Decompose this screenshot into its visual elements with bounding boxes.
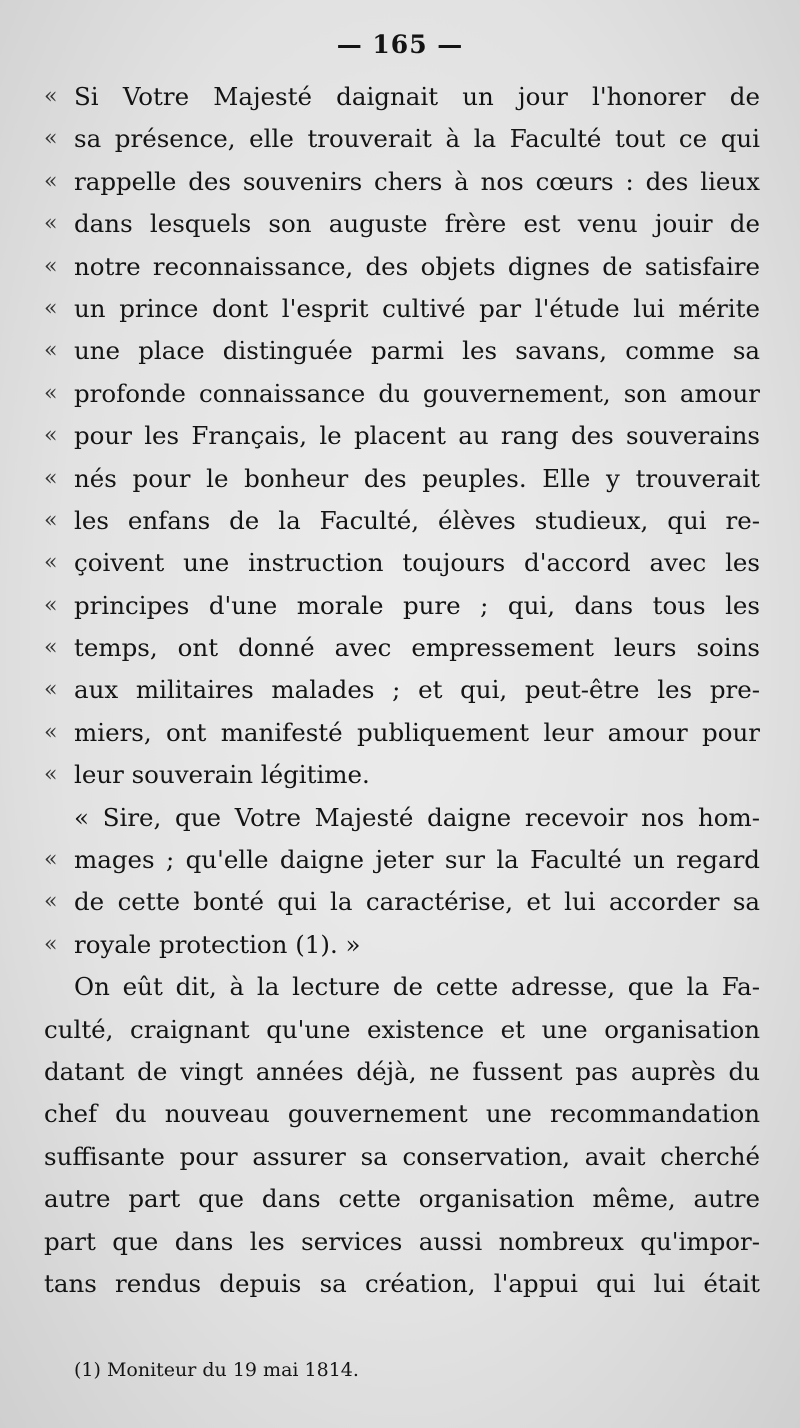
footnote: (1) Moniteur du 19 mai 1814. xyxy=(74,1359,359,1381)
text-line: « profonde connaissance du gouvernement, son amour xyxy=(44,373,760,415)
quote-mark: « xyxy=(44,253,58,279)
quote-mark: « xyxy=(44,211,58,237)
text-line: « leur souverain légitime. xyxy=(44,754,760,796)
quote-mark: « xyxy=(44,677,58,703)
text-line: « miers, ont manifesté publiquement leur amour pour xyxy=(44,712,760,754)
text-line: On eût dit, à la lecture de cette adresse, que la Fa- xyxy=(74,972,760,1002)
page-number: — 165 — xyxy=(336,30,464,59)
text-line: « dans lesquels son auguste frère est venu jouir de xyxy=(44,203,760,245)
text-line: autre part que dans cette organisation même, autre xyxy=(44,1184,760,1214)
text-line: « notre reconnaissance, des objets dignes de satisfaire xyxy=(44,246,760,288)
quote-mark: « xyxy=(44,931,58,957)
quote-mark: « xyxy=(44,295,58,321)
quote-mark: « xyxy=(44,847,58,873)
text-line: culté, craignant qu'une existence et une organisation xyxy=(44,1014,760,1044)
text-line: « pour les Français, le placent au rang des souverains xyxy=(44,415,760,457)
quote-mark: « xyxy=(44,423,58,449)
text-line: « de cette bonté qui la caractérise, et lui accorder sa xyxy=(44,881,760,923)
text-line: « un prince dont l'esprit cultivé par l'étude lui mérite xyxy=(44,288,760,330)
text-line: « Sire, que Votre Majesté daigne recevoir nos hom- xyxy=(74,802,760,832)
quote-mark: « xyxy=(44,719,58,745)
text-line: « çoivent une instruction toujours d'accord avec les xyxy=(44,542,760,584)
text-line: « principes d'une morale pure ; qui, dans tous les xyxy=(44,585,760,627)
page-text xyxy=(44,76,760,1305)
quote-mark: « xyxy=(44,507,58,533)
quote-mark: « xyxy=(44,338,58,364)
quote-mark: « xyxy=(44,762,58,788)
text-line: « les enfans de la Faculté, élèves studieux, qui re- xyxy=(44,500,760,542)
quote-mark: « xyxy=(44,168,58,194)
quote-mark: « xyxy=(44,889,58,915)
text-line: « sa présence, elle trouverait à la Faculté tout ce qui xyxy=(44,118,760,160)
text-line: « nés pour le bonheur des peuples. Elle y trouverait xyxy=(44,458,760,500)
text-line: « mages ; qu'elle daigne jeter sur la Faculté un regard xyxy=(44,839,760,881)
text-line: part que dans les services aussi nombreux qu'impor- xyxy=(44,1226,760,1256)
text-line: « rappelle des souvenirs chers à nos cœurs : des lieux xyxy=(44,161,760,203)
text-line: tans rendus depuis sa création, l'appui qui lui était xyxy=(44,1268,760,1298)
quote-mark: « xyxy=(44,126,58,152)
quote-mark: « xyxy=(44,592,58,618)
text-line: datant de vingt années déjà, ne fussent pas auprès du xyxy=(44,1056,760,1086)
quote-mark: « xyxy=(44,84,58,109)
text-line: suffisante pour assurer sa conservation, avait cherché xyxy=(44,1141,760,1171)
text-line: « aux militaires malades ; et qui, peut-être les pre- xyxy=(44,669,760,711)
quote-mark: « xyxy=(44,550,58,576)
quote-mark: « xyxy=(44,635,58,661)
quote-mark: « xyxy=(44,380,58,406)
text-line: « Si Votre Majesté daignait un jour l'honorer de xyxy=(44,76,760,118)
text-line: « royale protection (1). » xyxy=(44,924,760,966)
quote-mark: « xyxy=(44,465,58,491)
text-line: chef du nouveau gouvernement une recommandation xyxy=(44,1099,760,1129)
text-line: « temps, ont donné avec empressement leurs soins xyxy=(44,627,760,669)
text-line: « une place distinguée parmi les savans, comme sa xyxy=(44,330,760,372)
